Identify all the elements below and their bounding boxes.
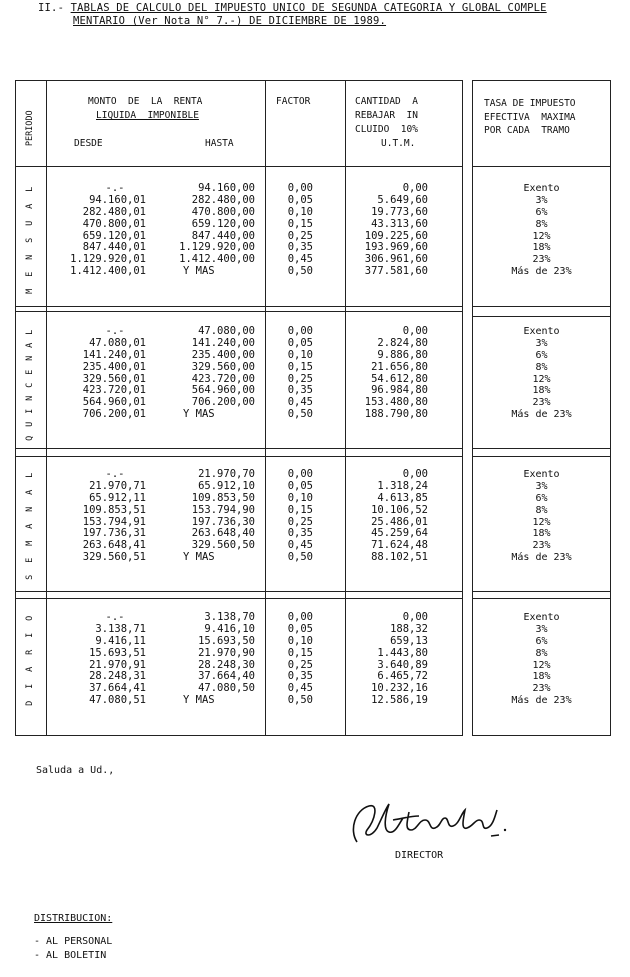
tasa-cell: 18% (532, 528, 551, 540)
cantidad-cell: 377.581,60 (364, 265, 428, 278)
hasta-cell: Y MAS (183, 265, 215, 278)
desde-cell: -.- (105, 182, 125, 194)
period-label (22, 185, 38, 305)
factor-cell: 0,10 (287, 491, 313, 504)
period-letter: R (24, 649, 35, 655)
hasta-cell: 1.412.400,00 (179, 253, 255, 266)
factor-cell: 0,00 (287, 611, 313, 623)
tasa-cell: Más de 23% (511, 266, 572, 278)
factor-cell: 0,05 (287, 336, 313, 349)
tasa-cell: 3% (535, 623, 548, 635)
section-separator (472, 306, 611, 307)
hasta-cell: 47.080,00 (198, 325, 255, 337)
desde-cell: 37.664,41 (89, 682, 146, 695)
hasta-cell: Y MAS (183, 408, 215, 421)
factor-cell: 0,50 (287, 694, 313, 707)
period-letter: A (24, 523, 35, 529)
factor-cell: 0,15 (287, 646, 313, 659)
header-hasta: HASTA (205, 138, 234, 149)
period-label (22, 471, 38, 591)
hasta-cell: 470.800,00 (191, 205, 255, 218)
cantidad-cell: 21.656,80 (371, 360, 428, 373)
hasta-cell: 847.440,00 (191, 229, 255, 242)
header-monto-1: MONTO DE LA RENTA (88, 96, 203, 107)
factor-cell: 0,05 (287, 479, 313, 492)
header-factor: FACTOR (276, 96, 311, 107)
period-letter: A (24, 666, 35, 672)
hasta-cell: 423.720,00 (191, 372, 255, 385)
cantidad-cell: 54.612,80 (371, 372, 428, 385)
hasta-cell: 47.080,50 (198, 682, 255, 695)
col-divider (345, 80, 346, 736)
desde-cell: 1.129.920,01 (70, 253, 146, 266)
factor-cell: 0,10 (287, 348, 313, 361)
tasa-cell: 18% (532, 671, 551, 683)
hasta-cell: 564.960,00 (191, 384, 255, 397)
tasa-cell: 18% (532, 242, 551, 254)
period-letter: L (24, 186, 35, 192)
factor-cell: 0,35 (287, 670, 313, 683)
hasta-cell: 263.648,40 (191, 527, 255, 540)
header-cantidad-2: REBAJAR IN (355, 110, 418, 121)
document-title: II.- TABLAS DE CALCULO DEL IMPUESTO UNICO DE SEGUNDA CATEGORIA Y GLOBAL COMPLE MENTARIO (Ver Nota N° 7.-) DE DICIEMBRE DE 1989. (38, 2, 547, 27)
factor-cell: 0,45 (287, 539, 313, 552)
hasta-cell: 109.853,50 (191, 491, 255, 504)
desde-cell: 1.412.400,01 (70, 265, 146, 278)
header-separator (472, 166, 611, 167)
cantidad-cell: 109.225,60 (364, 229, 428, 242)
factor-cell: 0,25 (287, 515, 313, 528)
desde-cell: 329.560,51 (82, 551, 146, 564)
period-letter: U (24, 422, 35, 428)
cantidad-cell: 1.443,80 (377, 646, 428, 659)
period-letter: E (24, 369, 35, 375)
section-separator (472, 456, 611, 457)
tasa-cell: Más de 23% (511, 695, 572, 707)
desde-cell: 659.120,01 (82, 229, 146, 242)
header-cantidad-4: U.T.M. (381, 138, 416, 149)
distribution-item: - AL PERSONAL (34, 936, 113, 947)
hasta-cell: 1.129.920,00 (179, 241, 255, 254)
desde-cell: 197.736,31 (82, 527, 146, 540)
hasta-cell: 37.664,40 (198, 670, 255, 683)
cantidad-cell: 25.486,01 (371, 515, 428, 528)
cantidad-cell: 0,00 (402, 611, 428, 623)
period-letter: Q (24, 435, 35, 441)
period-letter: M (24, 540, 35, 546)
title-line-2: MENTARIO (Ver Nota N° 7.-) DE DICIEMBRE DE 1989. (73, 15, 387, 27)
section-separator (472, 598, 611, 599)
section-separator (15, 456, 463, 457)
section-separator (15, 448, 463, 449)
desde-cell: -.- (105, 468, 125, 480)
distribution-item: - AL BOLETIN (34, 950, 107, 961)
cantidad-cell: 0,00 (402, 325, 428, 337)
desde-cell: 141.240,01 (82, 348, 146, 361)
desde-cell: 47.080,01 (89, 336, 146, 349)
cantidad-cell: 188,32 (390, 622, 428, 635)
cantidad-cell: 193.969,60 (364, 241, 428, 254)
section-separator (472, 316, 611, 317)
title-line-1: TABLAS DE CALCULO DEL IMPUESTO UNICO DE SEGUNDA CATEGORIA Y GLOBAL COMPLE (70, 2, 547, 14)
header-tasa-3: POR CADA TRAMO (484, 125, 570, 136)
period-label (22, 328, 38, 448)
factor-cell: 0,45 (287, 396, 313, 409)
cantidad-cell: 1.318,24 (377, 479, 428, 492)
tasa-cell: Exento (523, 326, 560, 337)
cantidad-cell: 88.102,51 (371, 551, 428, 564)
factor-cell: 0,35 (287, 241, 313, 254)
cantidad-cell: 96.984,80 (371, 384, 428, 397)
tasa-cell: 6% (535, 206, 548, 218)
cantidad-cell: 19.773,60 (371, 205, 428, 218)
hasta-cell: 21.970,90 (198, 646, 255, 659)
section-separator (472, 448, 611, 449)
cantidad-cell: 3.640,89 (377, 658, 428, 671)
hasta-cell: 329.560,50 (191, 539, 255, 552)
desde-cell: 235.400,01 (82, 360, 146, 373)
desde-cell: 847.440,01 (82, 241, 146, 254)
period-letter: L (24, 329, 35, 335)
desde-cell: 15.693,51 (89, 646, 146, 659)
cantidad-cell: 6.465,72 (377, 670, 428, 683)
desde-cell: 9.416,11 (95, 634, 146, 647)
tasa-cell: 8% (535, 647, 548, 659)
tasa-cell: 8% (535, 361, 548, 373)
factor-cell: 0,00 (287, 325, 313, 337)
period-letter: N (24, 395, 35, 401)
period-letter: L (24, 472, 35, 478)
factor-cell: 0,50 (287, 551, 313, 564)
col-divider (265, 80, 266, 736)
col-divider (46, 80, 47, 736)
hasta-cell: 659.120,00 (191, 217, 255, 230)
hasta-cell: 282.480,00 (191, 193, 255, 206)
section-separator (15, 591, 463, 592)
header-periodo: PERIODO (24, 110, 35, 147)
factor-cell: 0,45 (287, 253, 313, 266)
cantidad-cell: 71.624,48 (371, 539, 428, 552)
tasa-cell: 3% (535, 337, 548, 349)
factor-cell: 0,15 (287, 360, 313, 373)
header-desde: DESDE (74, 138, 103, 149)
hasta-cell: Y MAS (183, 551, 215, 564)
cantidad-cell: 45.259,64 (371, 527, 428, 540)
factor-cell: 0,05 (287, 622, 313, 635)
tasa-cell: Exento (523, 469, 560, 480)
desde-cell: 21.970,91 (89, 658, 146, 671)
hasta-cell: Y MAS (183, 694, 215, 707)
cantidad-cell: 10.106,52 (371, 503, 428, 516)
cantidad-cell: 10.232,16 (371, 682, 428, 695)
factor-cell: 0,50 (287, 408, 313, 421)
period-letter: A (24, 489, 35, 495)
cantidad-cell: 0,00 (402, 468, 428, 480)
period-letter: U (24, 220, 35, 226)
tasa-cell: 12% (532, 230, 551, 242)
tasa-cell: 6% (535, 492, 548, 504)
hasta-cell: 15.693,50 (198, 634, 255, 647)
tasa-cell: 23% (532, 397, 551, 409)
desde-cell: 282.480,01 (82, 205, 146, 218)
desde-cell: 65.912,11 (89, 491, 146, 504)
factor-cell: 0,50 (287, 265, 313, 278)
tasa-cell: 18% (532, 385, 551, 397)
factor-cell: 0,25 (287, 372, 313, 385)
period-letter: E (24, 271, 35, 277)
period-letter: I (24, 408, 35, 414)
header-tasa-2: EFECTIVA MAXIMA (484, 112, 576, 123)
cantidad-cell: 153.480,80 (364, 396, 428, 409)
closing-greeting: Saluda a Ud., (36, 765, 115, 776)
period-letter: C (24, 382, 35, 388)
hasta-cell: 65.912,10 (198, 479, 255, 492)
signature (345, 790, 515, 855)
factor-cell: 0,15 (287, 217, 313, 230)
period-letter: A (24, 342, 35, 348)
cantidad-cell: 306.961,60 (364, 253, 428, 266)
section-separator (15, 306, 463, 307)
hasta-cell: 235.400,00 (191, 348, 255, 361)
tasa-cell: 3% (535, 194, 548, 206)
hasta-cell: 28.248,30 (198, 658, 255, 671)
factor-cell: 0,25 (287, 229, 313, 242)
desde-cell: 94.160,01 (89, 193, 146, 206)
desde-cell: -.- (105, 325, 125, 337)
hasta-cell: 706.200,00 (191, 396, 255, 409)
cantidad-cell: 9.886,80 (377, 348, 428, 361)
tasa-cell: 23% (532, 540, 551, 552)
desde-cell: 470.800,01 (82, 217, 146, 230)
factor-cell: 0,15 (287, 503, 313, 516)
desde-cell: 706.200,01 (82, 408, 146, 421)
tasa-cell: 23% (532, 254, 551, 266)
period-letter: E (24, 557, 35, 563)
period-letter: I (24, 632, 35, 638)
hasta-cell: 329.560,00 (191, 360, 255, 373)
desde-cell: 263.648,41 (82, 539, 146, 552)
factor-cell: 0,00 (287, 468, 313, 480)
cantidad-cell: 2.824,80 (377, 336, 428, 349)
period-letter: M (24, 288, 35, 294)
header-monto-2: LIQUIDA IMPONIBLE (96, 110, 199, 121)
header-separator (15, 166, 463, 167)
desde-cell: 153.794,91 (82, 515, 146, 528)
cantidad-cell: 43.313,60 (371, 217, 428, 230)
desde-cell: 564.960,01 (82, 396, 146, 409)
cantidad-cell: 4.613,85 (377, 491, 428, 504)
desde-cell: 21.970,71 (89, 479, 146, 492)
tasa-cell: Exento (523, 612, 560, 623)
header-tasa-1: TASA DE IMPUESTO (484, 98, 576, 109)
desde-cell: 423.720,01 (82, 384, 146, 397)
factor-cell: 0,00 (287, 182, 313, 194)
cantidad-cell: 188.790,80 (364, 408, 428, 421)
distribution-heading: DISTRIBUCION: (34, 913, 113, 924)
tasa-cell: 6% (535, 635, 548, 647)
tasa-cell: Exento (523, 183, 560, 194)
factor-cell: 0,10 (287, 634, 313, 647)
period-letter: D (24, 700, 35, 706)
hasta-cell: 21.970,70 (198, 468, 255, 480)
desde-cell: 3.138,71 (95, 622, 146, 635)
period-letter: S (24, 237, 35, 243)
header-cantidad-3: CLUIDO 10% (355, 124, 418, 135)
cantidad-cell: 5.649,60 (377, 193, 428, 206)
desde-cell: 109.853,51 (82, 503, 146, 516)
factor-cell: 0,35 (287, 527, 313, 540)
section-separator (472, 591, 611, 592)
hasta-cell: 9.416,10 (204, 622, 255, 635)
tasa-cell: 12% (532, 659, 551, 671)
period-letter: N (24, 254, 35, 260)
period-label (22, 614, 38, 734)
section-separator (15, 598, 463, 599)
factor-cell: 0,05 (287, 193, 313, 206)
tasa-cell: 3% (535, 480, 548, 492)
cantidad-cell: 0,00 (402, 182, 428, 194)
section-separator (15, 311, 463, 312)
hasta-cell: 141.240,00 (191, 336, 255, 349)
tasa-cell: Más de 23% (511, 552, 572, 564)
desde-cell: 47.080,51 (89, 694, 146, 707)
tasa-cell: 12% (532, 516, 551, 528)
desde-cell: 329.560,01 (82, 372, 146, 385)
factor-cell: 0,45 (287, 682, 313, 695)
period-letter: A (24, 203, 35, 209)
period-letter: O (24, 615, 35, 621)
tasa-cell: 6% (535, 349, 548, 361)
period-letter: I (24, 683, 35, 689)
hasta-cell: 3.138,70 (204, 611, 255, 623)
cantidad-cell: 12.586,19 (371, 694, 428, 707)
hasta-cell: 197.736,30 (191, 515, 255, 528)
header-cantidad-1: CANTIDAD A (355, 96, 418, 107)
period-letter: N (24, 356, 35, 362)
tasa-cell: 8% (535, 218, 548, 230)
factor-cell: 0,35 (287, 384, 313, 397)
hasta-cell: 94.160,00 (198, 182, 255, 194)
hasta-cell: 153.794,90 (191, 503, 255, 516)
tasa-cell: Más de 23% (511, 409, 572, 421)
signer-title: DIRECTOR (395, 850, 444, 861)
factor-cell: 0,25 (287, 658, 313, 671)
tasa-cell: 12% (532, 373, 551, 385)
tasa-cell: 8% (535, 504, 548, 516)
factor-cell: 0,10 (287, 205, 313, 218)
period-letter: S (24, 574, 35, 580)
desde-cell: -.- (105, 611, 125, 623)
tasa-cell: 23% (532, 683, 551, 695)
desde-cell: 28.248,31 (89, 670, 146, 683)
period-letter: N (24, 506, 35, 512)
cantidad-cell: 659,13 (390, 634, 428, 647)
